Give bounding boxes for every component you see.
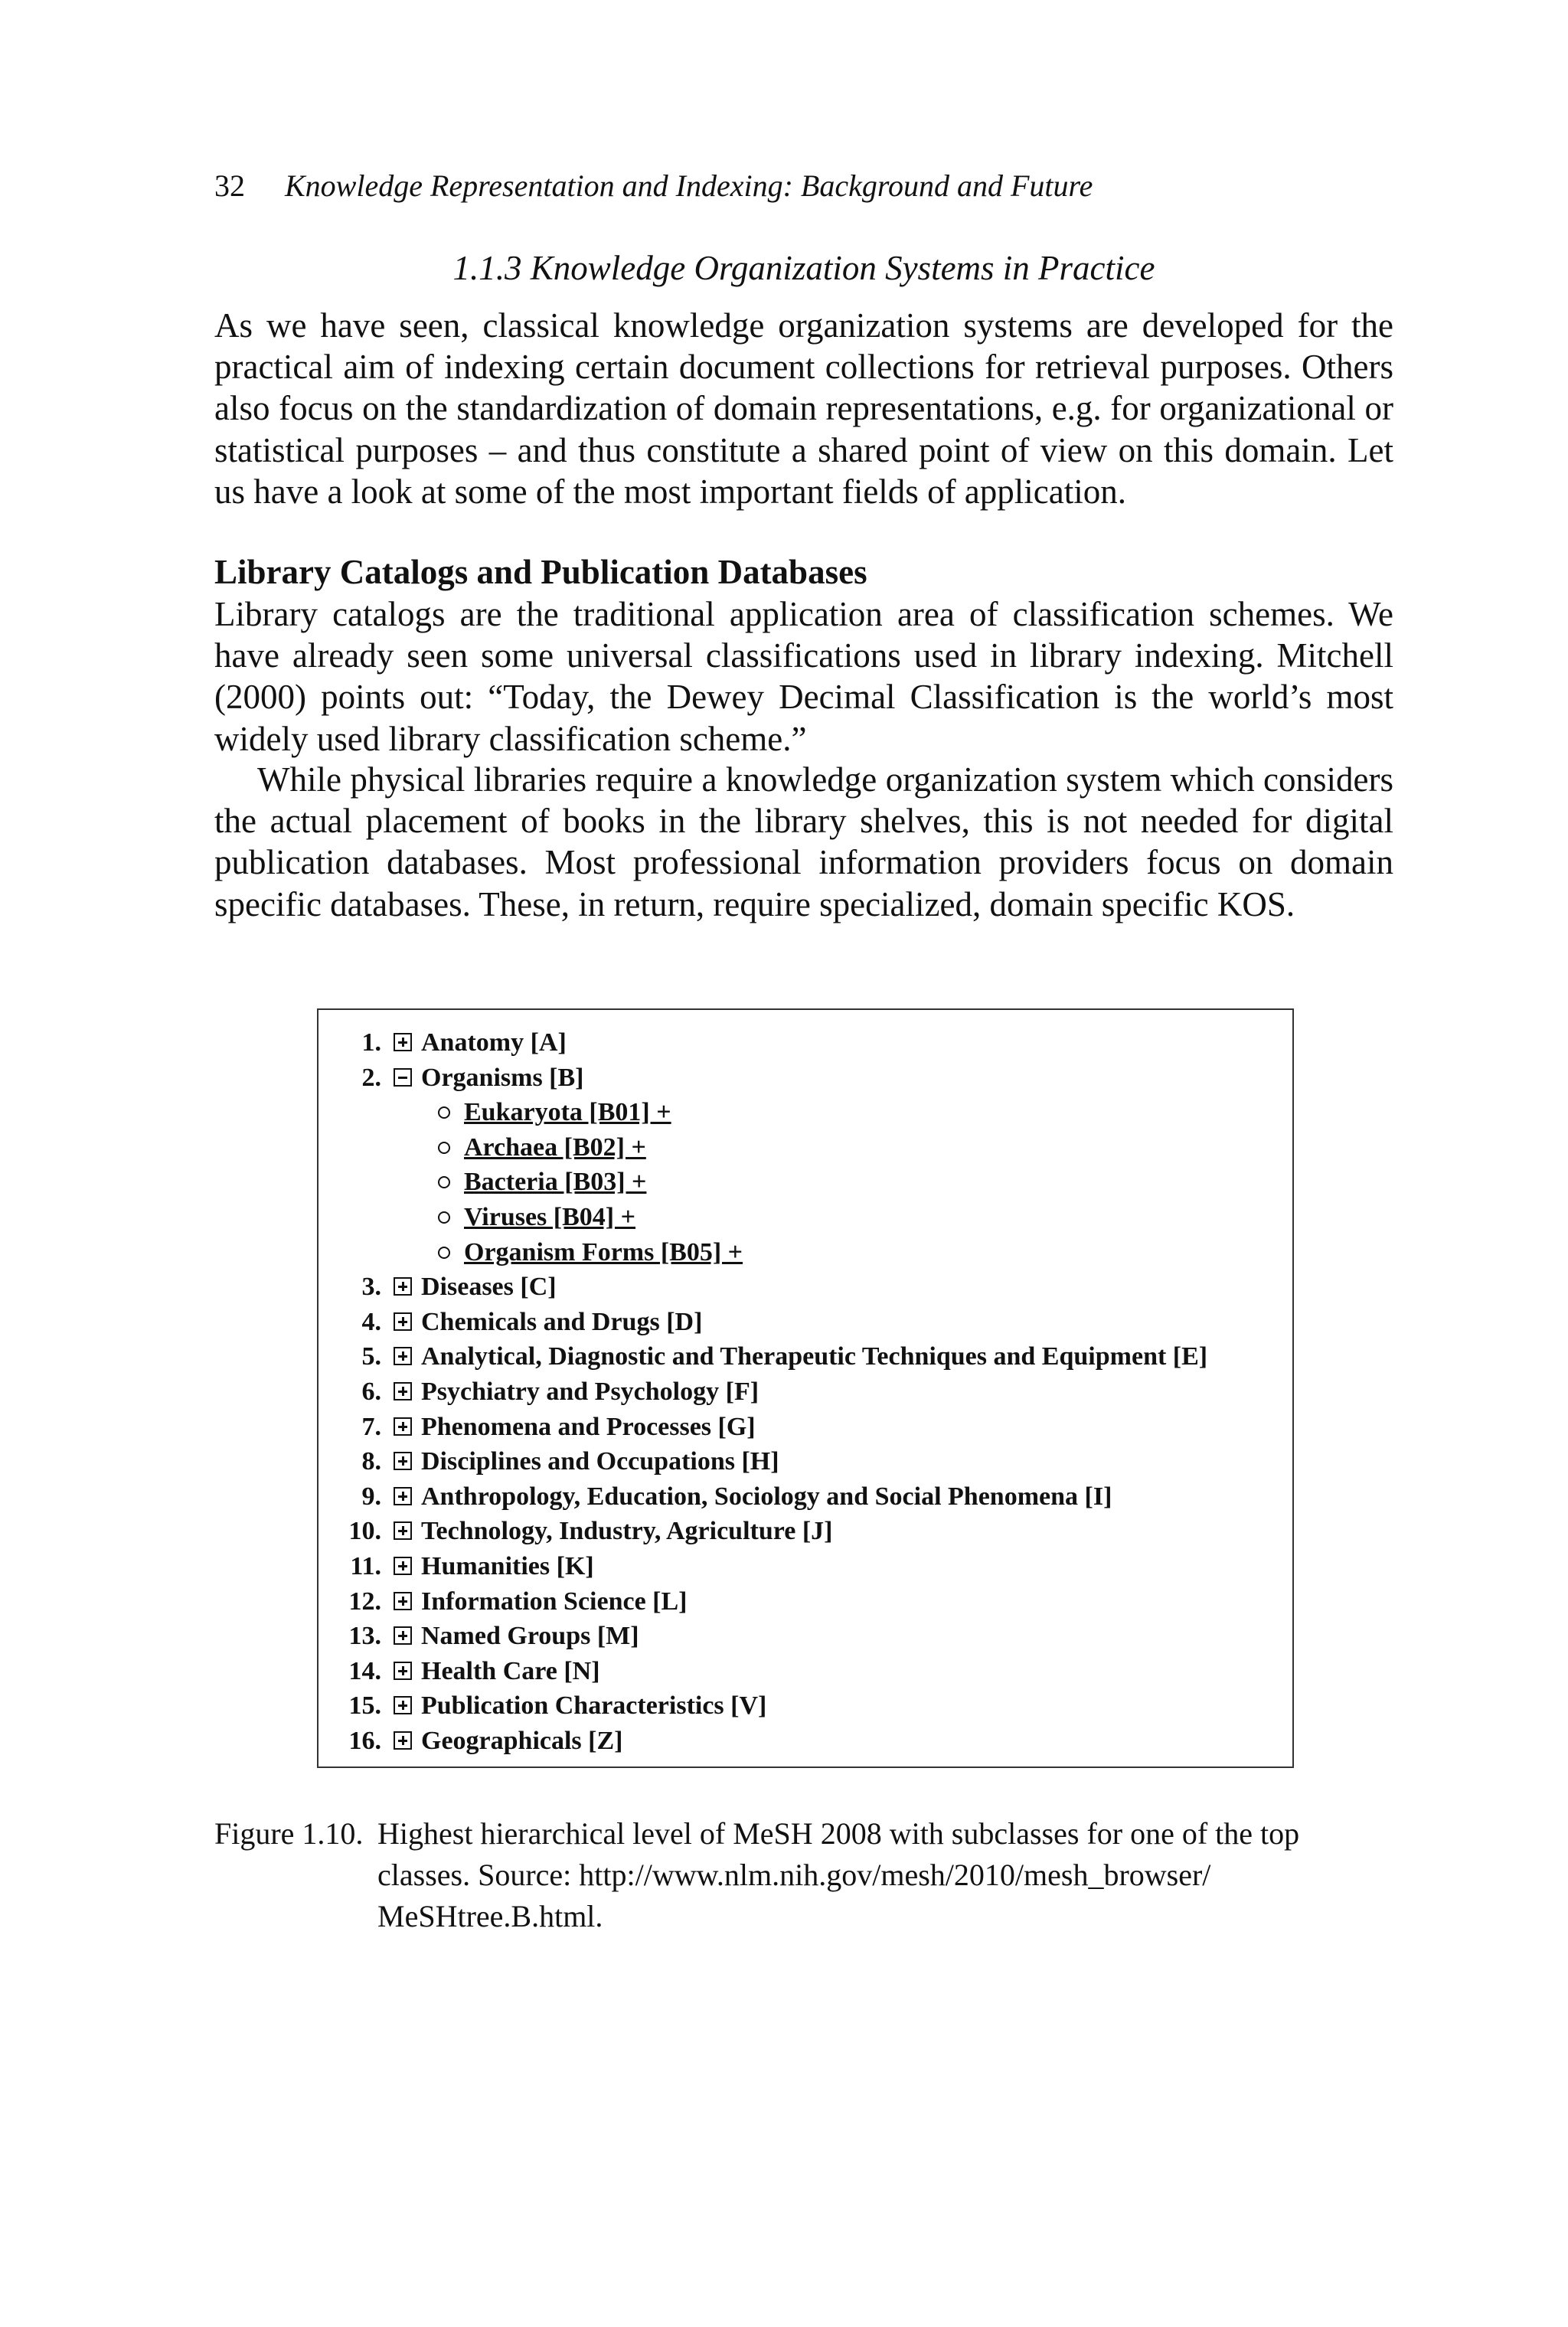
circle-bullet-icon <box>438 1247 450 1259</box>
expand-plus-icon[interactable] <box>394 1312 412 1331</box>
tree-item-label[interactable]: Diseases [C] <box>421 1273 557 1302</box>
tree-item-number: 8. <box>361 1447 381 1476</box>
expand-plus-icon[interactable] <box>394 1696 412 1714</box>
expand-plus-icon[interactable] <box>394 1731 412 1750</box>
tree-item-analytical-techniques[interactable] <box>318 1339 1292 1374</box>
tree-item-number: 13. <box>348 1622 381 1651</box>
paragraph-library-catalogs: Library catalogs are the traditional application area of classification schemes. We have already seen some universal classifications used in library indexing. Mitchell (2000) points out: “Today, the Dewey Decimal Classification is the world’s most widely used library classification scheme.” <box>214 595 1393 758</box>
tree-item-label[interactable]: Humanities [K] <box>421 1551 594 1580</box>
circle-bullet-icon <box>438 1106 450 1119</box>
tree-item-number: 12. <box>348 1587 381 1616</box>
tree-item-humanities[interactable] <box>318 1549 1292 1584</box>
tree-item-label[interactable]: Analytical, Diagnostic and Therapeutic Techniques and Equipment [E] <box>421 1342 1208 1371</box>
tree-item-geographicals[interactable] <box>318 1724 1292 1759</box>
mesh-tree-figure <box>317 1008 1294 1768</box>
subtree-item-bacteria[interactable] <box>318 1165 1292 1200</box>
subtree-link[interactable]: Eukaryota [B01] + <box>464 1098 671 1127</box>
collapse-minus-icon[interactable] <box>394 1068 412 1087</box>
subtree-item-viruses[interactable] <box>318 1200 1292 1235</box>
tree-item-label[interactable]: Anatomy [A] <box>421 1028 567 1057</box>
tree-item-label[interactable]: Disciplines and Occupations [H] <box>421 1447 779 1476</box>
subtree-link[interactable]: Archaea [B02] + <box>464 1132 646 1162</box>
expand-plus-icon[interactable] <box>394 1347 412 1365</box>
tree-item-number: 9. <box>361 1482 381 1511</box>
circle-bullet-icon <box>438 1176 450 1188</box>
tree-item-number: 7. <box>361 1412 381 1441</box>
tree-item-label[interactable]: Information Science [L] <box>421 1587 688 1616</box>
caption-text-line: MeSHtree.B.html. <box>377 1899 603 1933</box>
tree-item-chemicals-and-drugs[interactable] <box>318 1305 1292 1340</box>
tree-item-number: 15. <box>348 1691 381 1721</box>
caption-text-line: classes. Source: http://www.nlm.nih.gov/mesh/2010/mesh_browser/ <box>377 1858 1211 1892</box>
tree-item-label[interactable]: Health Care [N] <box>421 1656 600 1685</box>
tree-item-label[interactable]: Psychiatry and Psychology [F] <box>421 1377 760 1406</box>
tree-item-named-groups[interactable] <box>318 1619 1292 1654</box>
subtree-item-eukaryota[interactable] <box>318 1095 1292 1130</box>
expand-plus-icon[interactable] <box>394 1452 412 1470</box>
tree-item-information-science[interactable] <box>318 1584 1292 1619</box>
subtree-link[interactable]: Bacteria [B03] + <box>464 1168 647 1197</box>
tree-item-organisms[interactable] <box>318 1061 1292 1096</box>
tree-item-label[interactable]: Publication Characteristics [V] <box>421 1691 767 1721</box>
tree-item-publication-characteristics[interactable] <box>318 1688 1292 1724</box>
tree-item-number: 4. <box>361 1307 381 1336</box>
expand-plus-icon[interactable] <box>394 1557 412 1575</box>
caption-label: Figure 1.10. <box>214 1816 364 1851</box>
section-heading: 1.1.3 Knowledge Organization Systems in Practice <box>452 249 1155 287</box>
tree-item-technology[interactable] <box>318 1514 1292 1549</box>
tree-item-label[interactable]: Geographicals [Z] <box>421 1726 623 1755</box>
subtree-item-archaea[interactable] <box>318 1130 1292 1165</box>
expand-plus-icon[interactable] <box>394 1382 412 1400</box>
running-head <box>214 167 1409 205</box>
subtree-link[interactable]: Viruses [B04] + <box>464 1202 635 1231</box>
page-number: 32 <box>214 168 245 203</box>
subtree-link[interactable]: Organism Forms [B05] + <box>464 1237 743 1266</box>
subsection-heading: Library Catalogs and Publication Databases <box>214 553 867 591</box>
expand-plus-icon[interactable] <box>394 1626 412 1645</box>
tree-item-label[interactable]: Chemicals and Drugs [D] <box>421 1307 703 1336</box>
paragraph-intro: As we have seen, classical knowledge organization systems are developed for the practical aim of indexing certain document collections for retrieval purposes. Others also focus on the standardization of domain representations, e.g. for organizational or statistical purposes – and thus constitute a shared point of view on this domain. Let us have a look at some of the most important fields of application. <box>214 306 1393 511</box>
mesh-tree <box>318 1025 1292 1758</box>
tree-item-label[interactable]: Named Groups [M] <box>421 1622 639 1651</box>
paragraph-digital-databases: While physical libraries require a knowledge organization system which considers the actual placement of books in the library shelves, this is not needed for digital publication databases. Most professional information providers focus on domain specific databases. These, in return, require specialized, domain specific KOS. <box>214 760 1393 923</box>
tree-item-label[interactable]: Anthropology, Education, Sociology and Social Phenomena [I] <box>421 1482 1112 1511</box>
expand-plus-icon[interactable] <box>394 1033 412 1051</box>
expand-plus-icon[interactable] <box>394 1592 412 1610</box>
tree-item-health-care[interactable] <box>318 1654 1292 1689</box>
circle-bullet-icon <box>438 1211 450 1224</box>
tree-item-number: 6. <box>361 1377 381 1406</box>
tree-item-number: 11. <box>350 1551 381 1580</box>
tree-item-number: 3. <box>361 1273 381 1302</box>
tree-item-phenomena[interactable] <box>318 1410 1292 1445</box>
expand-plus-icon[interactable] <box>394 1487 412 1505</box>
expand-plus-icon[interactable] <box>394 1521 412 1540</box>
expand-plus-icon[interactable] <box>394 1417 412 1436</box>
caption-text-line: Highest hierarchical level of MeSH 2008 with subclasses for one of the top <box>377 1816 1300 1851</box>
expand-plus-icon[interactable] <box>394 1662 412 1680</box>
tree-item-disciplines[interactable] <box>318 1444 1292 1479</box>
tree-item-label[interactable]: Phenomena and Processes [G] <box>421 1412 756 1441</box>
tree-item-number: 2. <box>361 1063 381 1092</box>
subtree-item-organism-forms[interactable] <box>318 1235 1292 1270</box>
tree-item-anthropology[interactable] <box>318 1479 1292 1515</box>
tree-item-diseases[interactable] <box>318 1270 1292 1305</box>
tree-item-number: 14. <box>348 1656 381 1685</box>
tree-item-label[interactable]: Technology, Industry, Agriculture [J] <box>421 1517 833 1546</box>
tree-item-label[interactable]: Organisms [B] <box>421 1063 584 1092</box>
tree-item-anatomy[interactable] <box>318 1025 1292 1061</box>
tree-item-number: 1. <box>361 1028 381 1057</box>
running-title: Knowledge Representation and Indexing: Background and Future <box>285 168 1093 203</box>
tree-item-psychiatry[interactable] <box>318 1374 1292 1410</box>
tree-item-number: 5. <box>361 1342 381 1371</box>
expand-plus-icon[interactable] <box>394 1277 412 1296</box>
tree-item-number: 10. <box>348 1517 381 1546</box>
tree-item-number: 16. <box>348 1726 381 1755</box>
circle-bullet-icon <box>438 1142 450 1154</box>
